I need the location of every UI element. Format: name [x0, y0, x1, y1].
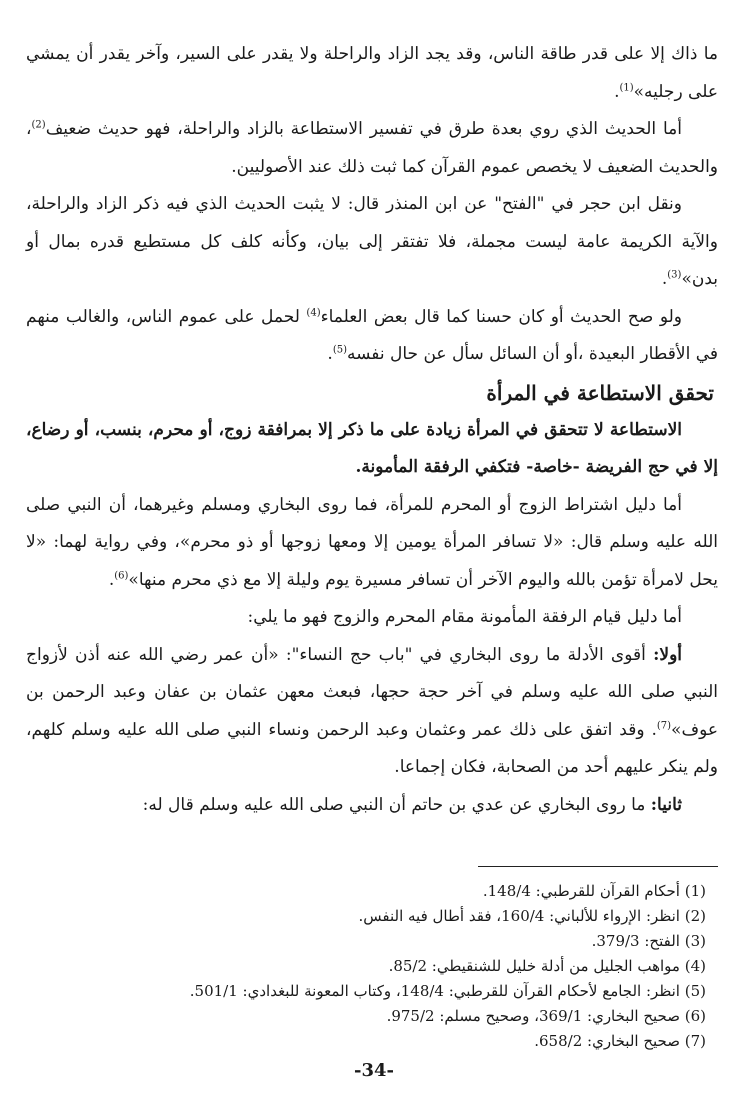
paragraph [26, 111, 718, 186]
evidence-text [26, 487, 718, 825]
point-label: أولا: [653, 644, 682, 665]
text-run: ولو صح الحديث أو كان حسنا كما قال بعض العلماء [320, 306, 682, 327]
page-number: -34- [354, 1060, 394, 1081]
paragraph [26, 787, 718, 825]
text-run: أما دليل قيام الرفقة المأمونة مقام المحرم والزوج فهو ما يلي: [247, 607, 682, 627]
footnote-item: (7) صحيح البخاري: 658/2. [534, 1032, 706, 1050]
point-label: ثانيا: [650, 794, 682, 815]
footnote-item: (2) انظر: الإرواء للألباني: 160/4، فقد أطال فيه النفس. [358, 907, 706, 925]
text-run: ما ذاك إلا على قدر طاقة الناس، وقد يجد الزاد والراحلة ولا يقدر على السير، وآخر يقدر أن يمشي على رجليه» [26, 44, 718, 102]
footnote-ref: (1) [619, 81, 634, 93]
text-run: . [614, 81, 620, 102]
footnote-divider [478, 866, 718, 867]
paragraph [26, 599, 718, 637]
paragraph [26, 186, 718, 299]
footnote-item: (6) صحيح البخاري: 369/1، وصحيح مسلم: 975/2. [386, 1007, 706, 1025]
text-run: أما دليل اشتراط الزوج أو المحرم للمرأة، فما روى البخاري ومسلم وغيرهما، أن النبي صلى الله عليه وسلم قال: «لا تسافر المرأة يومين إلا ومعها زوجها أو ذو محرم»، وفي رواية لهما: «لا يحل لامرأة تؤمن بالله واليوم الآخر أن تسافر مسيرة يوم وليلة إلا مع ذي محرم منها» [26, 494, 718, 590]
text-run: ما روى البخاري عن عدي بن حاتم أن النبي صلى الله عليه وسلم قال له: [142, 794, 651, 815]
text-run: . وقد اتفق على ذلك عمر وعثمان وعبد الرحمن ونساء النبي صلى الله عليه وسلم كلهم، ولم ينكر عليهم أحد من الصحابة، فكان إجماعا. [26, 719, 718, 777]
footnote-ref: (6) [114, 569, 129, 581]
footnote-item: (3) الفتح: 379/3. [591, 932, 706, 950]
text-run: ونقل ابن حجر في "الفتح" عن ابن المنذر قال: لا يثبت الحديث الذي فيه ذكر الزاد والراحلة، والآية الكريمة عامة ليست مجملة، فلا تفتقر إلى بيان، وكأنه كلف كل مستطيع قدره بمال أو بدن» [26, 194, 718, 289]
footnote-item: (4) مواهب الجليل من أدلة خليل للشنقيطي: 85/2. [388, 957, 706, 975]
footnote-ref: (4) [306, 306, 321, 318]
paragraph [26, 637, 718, 787]
text-run: أقوى الأدلة ما روى البخاري في "باب حج النساء": «أن عمر رضي الله عنه أذن لأزواج النبي صلى الله عليه وسلم في آخر حجة حجها، فبعث معهن عثمان بن عفان وعبد الرحمن بن عوف» [26, 644, 718, 740]
paragraph [26, 299, 718, 374]
text-run: أما الحديث الذي روي بعدة طرق في تفسير الاستطاعة بالزاد والراحلة، فهو حديث ضعيف [45, 119, 682, 139]
paragraph [26, 36, 718, 111]
main-text [26, 36, 718, 374]
footnotes-list [26, 879, 718, 1054]
text-run: . [108, 569, 115, 590]
rule-statement: الاستطاعة لا تتحقق في المرأة زيادة على ما ذكر إلا بمرافقة زوج، أو محرم، بنسب، أو رضاع، إلا في حج الفريضة -خاصة- فتكفي الرفقة المأمونة. [26, 419, 718, 477]
section-heading: تحقق الاستطاعة في المرأة [486, 380, 714, 405]
footnote-item: (1) أحكام القرآن للقرطبي: 148/4. [482, 882, 706, 900]
footnote-ref: (2) [31, 119, 46, 131]
text-run: . [327, 344, 333, 364]
footnote-item: (5) انظر: الجامع لأحكام القرآن للقرطبي: 148/4، وكتاب المعونة للبغدادي: 501/1. [189, 982, 706, 1000]
footnote-ref: (7) [656, 719, 672, 731]
paragraph [26, 487, 718, 600]
text-run: لحمل على عموم الناس، والغالب منهم في الأقطار البعيدة ،أو أن السائل سأل عن حال نفسه [26, 306, 718, 364]
text-run: . [661, 269, 668, 289]
footnote-ref: (3) [667, 269, 682, 281]
text-run: ، والحديث الضعيف لا يخصص عموم القرآن كما ثبت ذلك عند الأصوليين. [26, 119, 718, 177]
footnote-ref: (5) [332, 344, 347, 356]
